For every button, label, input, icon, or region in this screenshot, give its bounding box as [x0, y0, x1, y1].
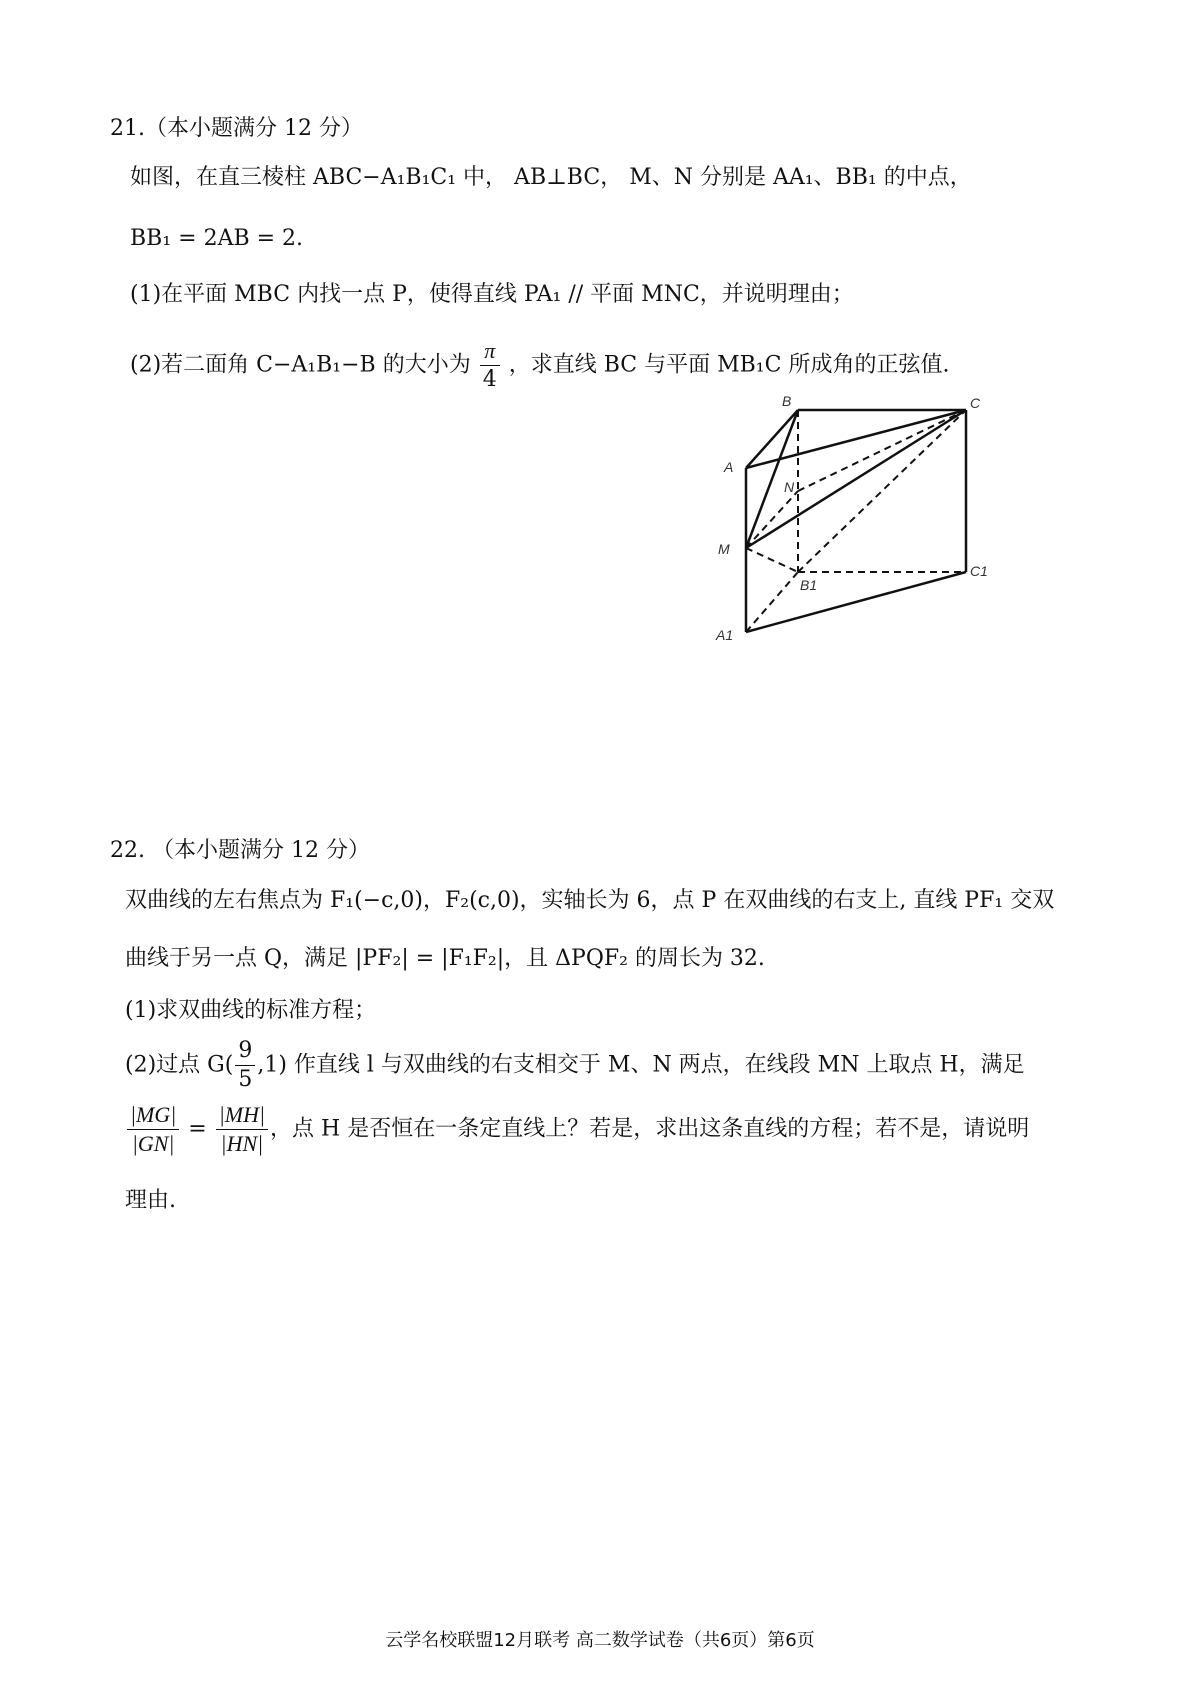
q22-part2-suffix: ,1) 作直线 l 与双曲线的右支相交于 M、N 两点，在线段 MN 上取点 H，满足 — [257, 1052, 1025, 1078]
q21-part2-prefix: (2)若二面角 C−A₁B₁−B 的大小为 — [130, 352, 471, 378]
ratio-left-num: |MG| — [127, 1104, 179, 1130]
q22-frac-num: 9 — [235, 1040, 255, 1066]
q22-line2: 曲线于另一点 Q，满足 |PF₂| = |F₁F₂|，且 ΔPQF₂ 的周长为 32. — [125, 946, 765, 971]
label-C: C — [970, 395, 981, 411]
label-A1: A1 — [716, 627, 734, 643]
label-B: B — [782, 393, 792, 409]
q21-intro-line2: BB₁ = 2AB = 2. — [130, 226, 304, 251]
label-C1: C1 — [970, 563, 988, 579]
q21-intro-line1: 如图，在直三棱柱 ABC−A₁B₁C₁ 中， AB⊥BC， M、N 分别是 AA₁、BB₁ 的中点， — [130, 165, 972, 190]
q22-part2-cont: ，点 H 是否恒在一条定直线上？若是，求出这条直线的方程；若不是，请说明 — [270, 1116, 1030, 1142]
ratio-right-den: |HN| — [220, 1131, 264, 1156]
ratio-left-den: |GN| — [131, 1131, 175, 1156]
prism-solid-edges — [746, 410, 966, 632]
q22-frac-den: 5 — [238, 1067, 253, 1092]
edge-BA — [746, 410, 798, 468]
q21-frac-den: 4 — [482, 367, 497, 392]
label-B1: B1 — [800, 577, 818, 593]
label-A: A — [724, 459, 734, 475]
q21-part2-suffix: ，求直线 BC 与平面 MB₁C 所成角的正弦值. — [508, 352, 950, 378]
q22-part2-prefix: (2)过点 G( — [125, 1052, 234, 1078]
equals-sign: = — [181, 1116, 214, 1142]
q22-header: 22. （本小题满分 12 分） — [110, 838, 370, 863]
q21-frac-num: π — [480, 340, 500, 366]
ratio-right-num: |MH| — [216, 1104, 268, 1130]
q22-part1: (1)求双曲线的标准方程； — [125, 998, 377, 1023]
q22-part2 — [125, 1040, 1025, 1091]
q21-part1: (1)在平面 MBC 内找一点 P，使得直线 PA₁ // 平面 MNC，并说明理由； — [130, 282, 854, 307]
q21-header: 21.（本小题满分 12 分） — [110, 116, 363, 141]
edge-MB1 — [746, 548, 798, 572]
q21-part2-fraction — [480, 340, 500, 391]
edge-A1B1 — [746, 572, 798, 632]
q22-ratio-line — [125, 1104, 1029, 1155]
edge-NC — [798, 410, 966, 491]
page-footer: 云学名校联盟12月联考 高二数学试卷（共6页）第6页 — [385, 1630, 815, 1651]
prism-dashed-edges — [746, 410, 966, 632]
q21-part2 — [130, 340, 949, 391]
edge-A1C1 — [746, 572, 966, 632]
q22-part2-fraction — [235, 1040, 255, 1091]
label-N: N — [784, 479, 795, 495]
edge-B1C — [798, 410, 966, 572]
ratio-left — [127, 1104, 179, 1155]
q22-part2-end: 理由. — [125, 1188, 176, 1213]
prism-figure — [700, 390, 1020, 660]
q22-line1: 双曲线的左右焦点为 F₁(−c,0)，F₂(c,0)，实轴长为 6，点 P 在双曲线的右支上, 直线 PF₁ 交双 — [125, 888, 1055, 913]
label-M: M — [718, 541, 730, 557]
ratio-right — [216, 1104, 268, 1155]
